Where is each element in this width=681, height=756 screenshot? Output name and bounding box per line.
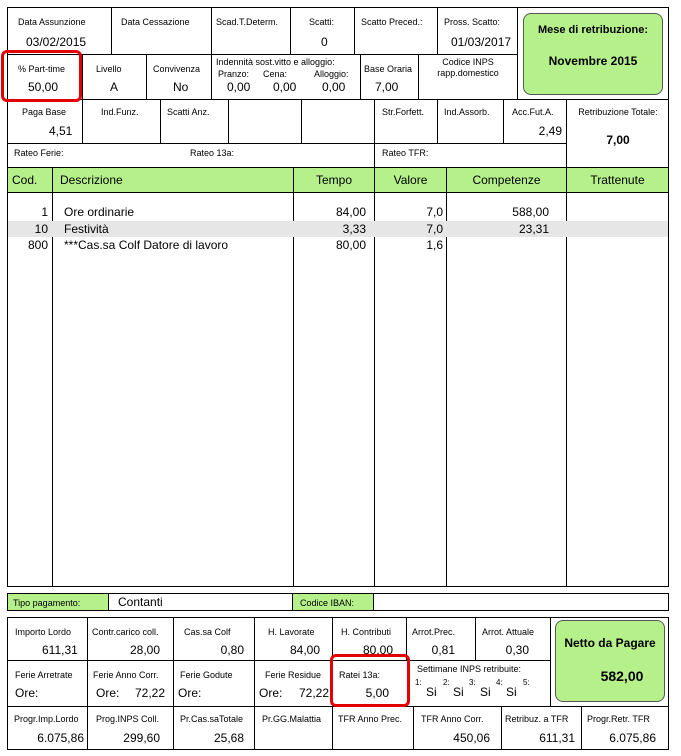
scatto-preced-label: Scatto Preced.: — [361, 17, 423, 27]
alloggio-label: Alloggio: — [314, 69, 349, 79]
col-trattenute: Trattenute — [590, 173, 645, 187]
ferie-anno-value: 72,22 — [134, 686, 165, 700]
ratei-13a-highlight — [330, 654, 410, 707]
data-cessazione-label: Data Cessazione — [121, 17, 190, 27]
contr-carico-value: 28,00 — [129, 643, 160, 657]
data-assunzione-label: Data Assunzione — [18, 17, 86, 27]
pr-cassa-label: Pr.Cas.saTotale — [180, 714, 244, 724]
ferie-residue-value: 72,22 — [298, 686, 329, 700]
base-oraria-value: 7,00 — [375, 80, 399, 94]
arrot-attuale-value: 0,30 — [505, 643, 529, 657]
netto-box — [555, 620, 665, 702]
retribuzione-totale-value: 7,00 — [606, 133, 630, 147]
retribuz-tfr-value: 611,31 — [539, 731, 575, 745]
data-assunzione-value: 03/02/2015 — [26, 35, 87, 49]
prog-inps-value: 299,60 — [123, 731, 160, 745]
col-cod: Cod. — [12, 173, 38, 187]
ind-assorb-label: Ind.Assorb. — [444, 107, 490, 117]
ferie-anno-label: Ferie Anno Corr. — [93, 670, 159, 680]
h-contributi-value: 80,00 — [362, 643, 393, 657]
scad-t-determ-label: Scad.T.Determ. — [216, 17, 279, 27]
tipo-pagamento-label: Tipo pagamento: — [13, 598, 81, 608]
scatti-anz-label: Scatti Anz. — [167, 107, 210, 117]
netto-value: 582,00 — [600, 668, 644, 684]
retribuzione-totale-label: Retribuzione Totale: — [578, 107, 658, 117]
pross-scatto-label: Pross. Scatto: — [444, 17, 501, 27]
col-competenze: Competenze — [472, 173, 541, 187]
convivenza-label: Convivenza — [153, 64, 201, 74]
pranzo-value: 0,00 — [227, 80, 251, 94]
indennita-label: Indennità sost.vitto e alloggio: — [216, 57, 335, 67]
codice-inps-sub: rapp.domestico — [437, 68, 499, 78]
pr-gg-malattia-label: Pr.GG.Malattia — [262, 714, 322, 724]
tipo-pagamento-value: Contanti — [118, 595, 163, 609]
retribuz-tfr-label: Retribuz. a TFR — [505, 714, 569, 724]
arrot-attuale-label: Arrot. Attuale — [482, 627, 535, 637]
pr-cassa-value: 25,68 — [213, 731, 244, 745]
cena-label: Cena: — [263, 69, 288, 79]
alloggio-value: 0,00 — [322, 80, 346, 94]
acc-fut-label: Acc.Fut.A. — [512, 107, 554, 117]
arrot-prec-value: 0,81 — [431, 643, 455, 657]
importo-lordo-label: Importo Lordo — [15, 627, 72, 637]
cassa-colf-label: Cas.sa Colf — [184, 627, 231, 637]
col-descrizione: Descrizione — [60, 173, 123, 187]
ratei-13a-label: Ratei 13a: — [339, 670, 381, 680]
paga-base-label: Paga Base — [22, 107, 67, 117]
ferie-residue-label: Ferie Residue — [265, 670, 322, 680]
part-time-highlight — [1, 50, 82, 102]
progr-retr-tfr-value: 6.075,86 — [609, 731, 656, 745]
ferie-residue-ore: Ore: — [259, 686, 283, 700]
livello-value: A — [110, 80, 119, 94]
tfr-anno-corr-value: 450,06 — [453, 731, 490, 745]
pranzo-label: Pranzo: — [218, 69, 250, 79]
h-lavorate-label: H. Lavorate — [268, 627, 315, 637]
ferie-godute-label: Ferie Godute — [180, 670, 233, 680]
progr-retr-tfr-label: Progr.Retr. TFR — [587, 714, 650, 724]
acc-fut-value: 2,49 — [538, 124, 562, 138]
h-contributi-label: H. Contributi — [341, 627, 392, 637]
ferie-godute-ore: Ore: — [178, 686, 202, 700]
col-tempo: Tempo — [315, 173, 353, 187]
pross-scatto-value: 01/03/2017 — [451, 35, 512, 49]
paga-base-value: 4,51 — [49, 124, 73, 138]
rateo-tfr-label: Rateo TFR: — [382, 148, 429, 158]
importo-lordo-value: 611,31 — [42, 643, 78, 657]
progr-imp-lordo-value: 6.075,86 — [37, 731, 84, 745]
prog-inps-label: Prog.INPS Coll. — [96, 714, 160, 724]
ferie-arretrate-ore: Ore: — [15, 686, 39, 700]
scatti-label: Scatti: — [309, 17, 335, 27]
arrot-prec-label: Arrot.Prec. — [412, 627, 456, 637]
ferie-arretrate-label: Ferie Arretrate — [15, 670, 73, 680]
rateo-ferie-label: Rateo Ferie: — [14, 148, 64, 158]
mese-retribuzione-value: Novembre 2015 — [548, 54, 638, 68]
h-lavorate-value: 84,00 — [289, 643, 320, 657]
tfr-anno-prec-label: TFR Anno Prec. — [338, 714, 403, 724]
progr-imp-lordo-label: Progr.Imp.Lordo — [14, 714, 79, 724]
str-forfett-label: Str.Forfett. — [382, 107, 425, 117]
part-time-value: 50,00 — [28, 80, 59, 94]
codice-iban-label: Codice IBAN: — [300, 598, 355, 608]
livello-label: Livello — [96, 64, 122, 74]
base-oraria-label: Base Oraria — [364, 64, 413, 74]
scatti-value: 0 — [321, 35, 328, 49]
settimane-label: Settimane INPS retribuite: — [417, 664, 522, 674]
ind-funz-label: Ind.Funz. — [101, 107, 139, 117]
convivenza-value: No — [173, 80, 189, 94]
netto-label: Netto da Pagare — [564, 636, 656, 650]
part-time-label: % Part-time — [18, 64, 66, 74]
rateo-13a-label: Rateo 13a: — [190, 148, 235, 158]
codice-inps-label: Codice INPS — [442, 57, 494, 67]
tfr-anno-corr-label: TFR Anno Corr. — [421, 714, 484, 724]
ferie-anno-ore: Ore: — [96, 686, 120, 700]
mese-retribuzione-label: Mese di retribuzione: — [537, 24, 649, 36]
ratei-13a-value: 5,00 — [365, 686, 389, 700]
cena-value: 0,00 — [273, 80, 297, 94]
cassa-colf-value: 0,80 — [220, 643, 244, 657]
col-valore: Valore — [393, 173, 428, 187]
contr-carico-label: Contr.carico coll. — [92, 627, 159, 637]
